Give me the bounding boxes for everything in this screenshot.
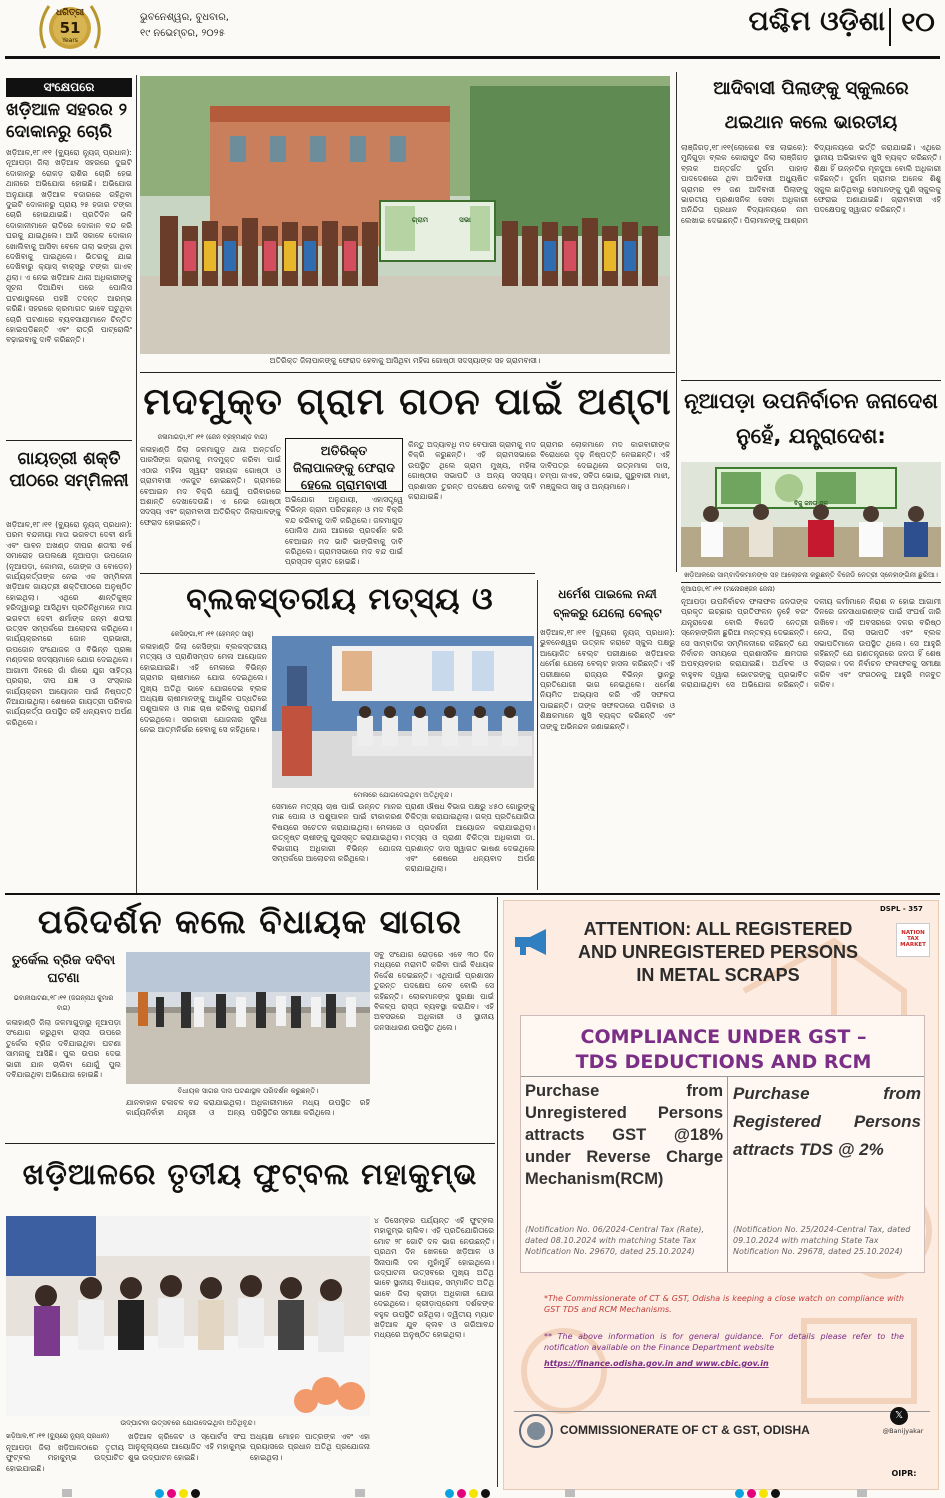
dateline-date: ୧୯ ନଭେମ୍ବର, ୨୦୨୫	[140, 28, 225, 39]
protest-photo	[140, 76, 670, 354]
top-story-body-1: କଳାହାଣ୍ଡି ଜିଲା ଜଳମାଗୁଡ଼ ଥାନା ଅନ୍ତର୍ଗତ ପାରସିଙ୍ଗ ଗ୍ରାମକୁ ମଦମୁକ୍ତ କରିବା ପାଇଁ ଏଠାର ମହିଳା ସ୍ୱୟଂ ସହାୟକ ଗୋଷ୍ଠୀ ଓ ଗ୍ରାମବାସୀ ଏକଜୁଟ ହୋଇଛନ୍ତି। ଗ୍ରାମରେ ବେଆଇନ ମଦ ବିକ୍ରି ଯୋଗୁଁ ପରିବାରରେ ଅଶାନ୍ତି ଦେଖାଦେଉଛି। ଏ ନେଇ ଗୋଷ୍ଠୀ ସଦସ୍ୟ ଏବଂ ଗ୍ରାମବାସୀ ଅତିରିକ୍ତ ଜିଲାପାଳଙ୍କୁ ଫେରାଦ ହୋଇଛନ୍ତି।	[140, 445, 281, 527]
football-dateline: ଖଡ଼ିଆଳ,୧୮।୧୧ (ବ୍ୟୁରୋ ନ୍ୟୁଜ୍ ପ୍ରଧାନ)	[6, 1432, 110, 1440]
football-headline: ଖଡ଼ିଆଳରେ ତୃତୀୟ ଫୁଟ୍‌ବଲ ମହାକୁମ୍ଭ	[22, 1157, 478, 1191]
mela-body-mid: ସେମାନେ ମତ୍ସ୍ୟ ଚାଷ ପାଇଁ ଉନ୍ନତ ମାନର ମାଛ ପୋନା ଓ ପଶୁପାଳନ ପାଇଁ ଟୀକାକରଣ ବିଷୟରେ ସଚେତନ କରାଯାଇଥିଲା। ମେଳାରେ ଉତ୍କୃଷ୍ଟ ଚାଷୀଙ୍କୁ ପୁରସ୍କୃତ କରାଯାଇଥିଲା। ବିଭାଗୀୟ ଅଧିକାରୀ ବିଭିନ୍ନ ଯୋଜନା ସମ୍ପର୍କରେ ଆଲୋଚନା କରିଥିଲେ।	[272, 802, 402, 864]
press-banner-text: ବିଜୁ ଜନତା ଦଳ	[794, 500, 828, 507]
registration-dot-yellow	[759, 1489, 768, 1498]
star-note: *The Commissionerate of CT & GST, Odisha is keeping a close watch on compliance with GST TDS and RCM Mechanisms.	[544, 1294, 904, 1314]
nation-tax-market-logo	[896, 923, 930, 957]
sagar-body-left: କଳାହାଣ୍ଡି ଜିଲା ଜଳମାଗୁଡ଼ାରୁ ନୂଆପଡ଼ା ସଂଯୋଗ କରୁଥିବା ରାସ୍ତା ଉପରେ ତୁର୍କେଲ ବ୍ରିଜ ଦବିଯାଇଥିବା ଘଟଣା ସାମନାକୁ ଆସିଛି। ପୁଲ ଉପର ଦେଇ ଭାରୀ ଯାନ ଚାଲିବା ଯୋଗୁଁ ପୁଲ ଦବିଯାଇଥିବା ଅଭିଯୋଗ ହୋଇଛି।	[6, 1018, 121, 1080]
registration-dot-magenta	[747, 1489, 756, 1498]
print-bar	[62, 1489, 72, 1497]
print-bar	[565, 1489, 575, 1497]
tds-heading: Purchase from Registered Persons attracts TDS @ 2%	[733, 1084, 921, 1159]
logo-text: ଧରିତ୍ରୀ	[55, 8, 85, 18]
logo-line-3: MARKET	[900, 942, 926, 948]
tds-notification: (Notification No. 25/2024-Central Tax, dated 09.10.2024 with matching State Tax Notification No. 29678, dated 25.10.2024)	[733, 1225, 911, 1256]
dateline	[140, 10, 320, 50]
guidance-note: ** The above information is for general guidance. For details please refer to the notification available on the Finance Department website	[544, 1332, 904, 1352]
brief-kicker: ସଂକ୍ଷେପରେ	[6, 78, 132, 97]
football-photo-image	[6, 1216, 370, 1416]
rcm-heading: Purchase from Unregistered Persons attracts GST @18% under Reverse Charge Mechanism(RCM)	[525, 1082, 723, 1188]
mela-photo-caption: ମେଳାରେ ଯୋଗଦେଇଥିବା ଅତିଥିବୃନ୍ଦ।	[353, 791, 453, 799]
brief2-title: ଗାୟତ୍ରୀ ଶକ୍ତି ପୀଠରେ ସମ୍ମିଳନୀ	[9, 449, 129, 491]
bell-body: ଖଡ଼ିଆଳ,୧୮।୧୧ (ବ୍ୟୁରୋ ନ୍ୟୁଜ୍ ପ୍ରଧାନ): ଭୁବନେଶ୍ୱର ଉତ୍କଳ କରାଟେ ସ୍କୁଲ ପକ୍ଷରୁ ଆୟୋଜିତ ବେଲ୍ଟ ପରୀକ୍ଷାରେ ଖଡ଼ିଆଳର ଧର୍ମେଶ ଯେଲୋ ବେଲ୍ଟ ହାସଲ କରିଛନ୍ତି। ଏହି ପରୀକ୍ଷାରେ ରାଜ୍ୟର ବିଭିନ୍ନ ସ୍ଥାନରୁ ପ୍ରତିଯୋଗୀ ଭାଗ ନେଇଥିଲେ। ଧର୍ମେଶ ନିୟମିତ ଅଭ୍ୟାସ କରି ଏହି ସଫଳତା ପାଇଛନ୍ତି। ତାଙ୍କ ସଫଳତାରେ ପରିବାର ଓ ଶିକ୍ଷକମାନେ ଖୁସି ବ୍ୟକ୍ତ କରିଛନ୍ତି ଏବଂ ତାଙ୍କୁ ଅଭିନନ୍ଦନ ଜଣାଇଛନ୍ତି।	[540, 628, 675, 731]
registration-dot-cyan	[445, 1489, 454, 1498]
football-body-b: ଖଡ଼ିଆଳ କ୍ରିକେଟ ଓ ସ୍ପୋର୍ଟସ ସଂଘ ଆନୁକୂଲ୍ୟରେ ଆୟୋଜିତ ଏହି ମହାକୁମ୍ଭ ଶୁଭ ଉଦ୍‌ଘାଟନ ହୋଇଛି।	[128, 1432, 246, 1462]
banner-right-text: ସଭା	[459, 216, 471, 224]
print-bar	[355, 1489, 365, 1497]
brief2-body: ଖଡ଼ିଆଳ,୧୮।୧୧ (ବ୍ୟୁରୋ ନ୍ୟୁଜ୍ ପ୍ରଧାନ): ପରମ ବନ୍ଦନୀୟା ମାତା ଭଗବତୀ ଦେବୀ ଶର୍ମା ଏବଂ ପାବନ ଅଖଣ୍ଡ ଦୀପର ଶତାବ୍ଦୀ ବର୍ଷ ସମାରୋହ ଉପଲକ୍ଷେ ନୂଆପଡ଼ା ଉପଜୋନ (ନୂଆପଡ଼ା, କୋମନା, ଜୋଙ୍କ ଓ ବୋଡ଼େନ) କାର୍ଯ୍ୟକର୍ତ୍ତାଙ୍କ ନେଇ ଏକ ସମ୍ମିଳନୀ ଖଡ଼ିଆଳ ଗାୟତ୍ରୀ ଶକ୍ତିପୀଠରେ ଅନୁଷ୍ଠିତ ହୋଇଥିଲା। ଏଥିରେ ଶାନ୍ତିକୁଞ୍ଜ ହରିଦ୍ୱାରରୁ ଆସିଥିବା ପ୍ରତିନିଧିମାନେ ମାତା ଭଗବତୀ ଦେବୀ ଶର୍ମାଙ୍କ ଜନ୍ମ ଶତାବ୍ଦୀ ଉତ୍ସବ ସମ୍ପର୍କରେ ଆଲୋଚନା କରିଥିଲେ। କାର୍ଯ୍ୟକ୍ରମରେ ଜୋନ ପ୍ରଭାରୀ, ଉପଜୋନ ସଂଯୋଜକ ଓ ବିଭିନ୍ନ ପ୍ରଜ୍ଞା ମଣ୍ଡଳର ସଦସ୍ୟମାନେ ଯୋଗ ଦେଇଥିଲେ। ଆଗାମୀ ଦିନରେ ଗାଁ ଗାଁରେ ଯୁଗ ସାହିତ୍ୟ ପ୍ରଚାର, ଦୀପ ଯଜ୍ଞ ଓ ସଂସ୍କାର କାର୍ଯ୍ୟକ୍ରମ ଆୟୋଜନ ପାଇଁ ନିଷ୍ପତ୍ତି ନିଆଯାଇଥିଲା। ଶେଷରେ ଗାୟତ୍ରୀ ପରିବାର କାର୍ଯ୍ୟକର୍ତ୍ତା ଉପସ୍ଥିତ ରହି ଧନ୍ୟବାଦ ଅର୍ପଣ କରିଥିଲେ।	[6, 520, 132, 727]
mela-photo-image	[272, 636, 534, 788]
odisha-seal-icon	[518, 1413, 554, 1449]
sagar-dateline: ଭବାନୀପାଟଣା,୧୮।୧୧ (ଜଗନ୍ନାଥ କୁମାର ବାଗ)	[13, 994, 114, 1012]
sagar-subhead: ତୁର୍କେଲ ବ୍ରିଜ ଦବିବା ଘଟଣା	[11, 953, 116, 986]
ad-footer: COMMISSIONERATE OF CT & GST, ODISHA	[560, 1423, 810, 1437]
school-body: ଲାଞ୍ଜିଗଡ଼,୧୮।୧୧(ଲୋକେଶ ବଞ୍ଚ ଲାଇକେ): ମୁନିଗୁଡ଼ା ବ୍ଲକ କୋରାପୁଟ ଜିଲା ଲାଞ୍ଜିଗଡ଼ ବ୍ଲକ ଅନ୍ତର୍ଗତ ଦୁର୍ଗମ ପାହାଡ଼ ପାଦଦେଶରେ ଥିବା ଆଦିବାସୀ ଅଧ୍ୟୁଷିତ ଗ୍ରାମର ୧୨ ଜଣ ଆଦିବାସୀ ପିଲାଙ୍କୁ ଭାରତୀୟ ପ୍ରଶାସନିକ ସେବା ଅଧିକାରୀ ଅନିନ୍ଦିତା ପ୍ରଧାନ ବିଦ୍ୟାଳୟରେ ନାମ ଲେଖାଇ ଦେଇଛନ୍ତି। ପିଲାମାନଙ୍କୁ ଆଶ୍ରମ ବିଦ୍ୟାଳୟରେ ଭର୍ତ୍ତି କରାଯାଇଛି। ଏଥିରେ ସ୍ଥାନୀୟ ଅଭିଭାବକ ଖୁସି ବ୍ୟକ୍ତ କରିଛନ୍ତି। ଶିକ୍ଷା ହିଁ ଉନ୍ନତିର ମୂଳଦୁଆ ବୋଲି ଅଧିକାରୀ କହିଛନ୍ତି। ଦୁର୍ଗମ ଗ୍ରାମର ଅନେକ ଶିଶୁ ସ୍କୁଲ ଛାଡ଼ିଥିବାରୁ ସେମାନଙ୍କୁ ପୁଣି ସ୍କୁଲକୁ ଫେରାଇ ଅଣାଯାଇଛି। ଗ୍ରାମବାସୀ ଏହି ପଦକ୍ଷେପକୁ ସ୍ୱାଗତ କରିଛନ୍ତି।	[681, 143, 941, 225]
protest-photo-image	[140, 76, 670, 354]
ad-code: DSPL - 357	[880, 905, 923, 913]
gst-advertisement	[503, 900, 939, 1490]
nuapada-headline: ନୂଆପଡ଼ା ଉପନିର୍ବାଚନ ଜନାଦେଶ ନୁହେଁ, ଯନ୍ତ୍ରାଦେଶ:	[684, 389, 938, 448]
banner-left-text: ଗ୍ରାମ	[411, 216, 429, 224]
registration-dot-yellow	[179, 1489, 188, 1498]
logo-badge	[35, 2, 105, 52]
top-story-body-4: ଗ୍ରାମର ଲୋକମାନେ ମଦ କାରବାରୀଙ୍କ ବିରୋଧରେ ଦୃଢ଼ ନିଷ୍ପତ୍ତି ନେଇଛନ୍ତି। ଏହି ଦାବିପତ୍ର ଦେଇଥିଲେ ରତ୍ନମାଳା ଦାସ, ଚମ୍ପା ନାଏକ, ସବିତା ଭୋଇ, ଗୁରୁବାରୀ ମାଝୀ, ମଞ୍ଜୁଲତା ସାହୁ ଓ ଅନ୍ୟମାନେ।	[540, 440, 670, 491]
registration-dot-black	[191, 1489, 200, 1498]
compliance-title-2: TDS DEDUCTIONS AND RCM	[575, 1051, 872, 1073]
masthead	[0, 0, 945, 56]
sagar-body-right: ସବୁ ସଂଯୋଗ ରୋଡ଼ରେ ଏବେ ୩୦ ଦିନ ମଧ୍ୟରେ ମରାମତି କରିବା ପାଇଁ ବିଧାୟକ ନିର୍ଦ୍ଦେଶ ଦେଇଛନ୍ତି। ଏଥିପାଇଁ ପ୍ରଶାସନ ତୁରନ୍ତ ପଦକ୍ଷେପ ନେବ ବୋଲି ସେ କହିଛନ୍ତି। ଲୋକମାନଙ୍କ ସୁରକ୍ଷା ପାଇଁ ବିକଳ୍ପ ରାସ୍ତା ବ୍ୟବସ୍ଥା କରାଯିବ। ଏହି ଅବସରରେ ଅଧିକାରୀ ଓ ସ୍ଥାନୀୟ ଜନସାଧାରଣ ଉପସ୍ଥିତ ଥିଲେ।	[374, 950, 494, 1032]
brief1-body: ଖଡ଼ିଆଳ,୧୮।୧୧ (ବ୍ୟୁରୋ ନ୍ୟୁଜ୍ ପ୍ରଧାନ): ନୂଆପଡ଼ା ଜିଲା ଖଡ଼ିଆଳ ସହରରେ ଦୁଇଟି ଦୋକାନରୁ ରୋକଡ଼ ରାଶିର ଚୋରି ହେଇ ଥାନାରେ ଅଭିଯୋଗ ହୋଇଛି। ଅଭିଯୋଗ ଅନୁଯାୟୀ ଖଡ଼ିଆଳ ବଜାରରେ ରହିଥିବା ଦୁଇଟି ଦୋକାନରୁ ପ୍ରାୟ ୨୫ ହଜାର ଟଙ୍କା ଚୋରି ହୋଇଯାଇଛି। ପ୍ରତିଦିନ ଭଳି ଦୋକାନୀମାନେ ରାତିରେ ଦୋକାନ ବନ୍ଦ କରି ଘରକୁ ଯାଇଥିଲେ। ଆଜି ସକାଳେ ଦୋକାନ ଖୋଲିବାକୁ ଆସିବା ବେଳେ ତାଲା ଭଙ୍ଗା ଥିବା ଦେଖିବାକୁ ପାଇଥିଲେ। ଭିତରକୁ ଯାଇ ଦେଖିବାରୁ କ୍ୟାସ୍ ବାକ୍ସରୁ ଟଙ୍କା ଗାଏବ୍ ଥିଲା। ଏ ନେଇ ଖଡ଼ିଆଳ ଥାନା ଅଧିକାରୀଙ୍କୁ ସୂଚନା ଦିଆଯିବା ପରେ ପୋଲିସ ଘଟଣାସ୍ଥଳରେ ପହଞ୍ଚି ତଦନ୍ତ ଆରମ୍ଭ କରିଛି। ସହରରେ କ୍ରମାଗତ ଭାବେ ଘଟୁଥିବା ଚୋରି ଘଟଣାରେ ବ୍ୟବସାୟୀମାନେ ଚିନ୍ତିତ ହୋଇପଡ଼ିଛନ୍ତି ଏବଂ ରାତ୍ରି ପାଟ୍ରୋଲିଂ ବଢ଼ାଇବାକୁ ଦାବି କରିଛନ୍ତି।	[6, 148, 132, 345]
registration-dot-black	[481, 1489, 490, 1498]
top-story-dateline: ଜଳାମାଗଡ଼ା,୧୮।୧୧ (ଜେନ ବ୍ରହ୍ମାଣ୍ଡ ବାଗ)	[157, 433, 268, 441]
mela-headline: ବ୍ଲକସ୍ତରୀୟ ମତ୍ସ୍ୟ ଓ	[186, 582, 494, 617]
logo-years-label: Years	[62, 37, 78, 44]
top-story-body-3: କିନ୍ତୁ ଅଦ୍ୟାବଧି ମଦ ବେପାରୀ ଗ୍ରାମକୁ ମଦ ବିକ୍ରି କରୁଛନ୍ତି। ଏହି ଗ୍ରାମସଭାରେ ଉପସ୍ଥିତ ଥିଲେ ଗ୍ରାମ ମୁଖ୍ୟ, ମହିଳା ଗୋଷ୍ଠୀର ସଭାପତି ଓ ଅନ୍ୟ ସଦସ୍ୟ। ପ୍ରଶାସନ ତୁରନ୍ତ ପଦକ୍ଷେପ ନେବାକୁ ଦାବି କରାଯାଇଛି।	[408, 440, 536, 502]
sagar-headline: ପରିଦର୍ଶନ କଲେ ବିଧାୟକ ସାଗର	[37, 902, 463, 941]
top-story-headline: ମଦମୁକ୍ତ ଗ୍ରାମ ଗଠନ ପାଇଁ ଅଣ୍ଟା	[143, 380, 672, 423]
football-photo	[6, 1216, 370, 1416]
compliance-box	[520, 1015, 925, 1273]
mela-body-left: କଳାହାଣ୍ଡି ଜିଲା କେସିଙ୍ଗା ବ୍ଲକସ୍ତରୀୟ ମତ୍ସ୍ୟ ଓ ପ୍ରାଣିସମ୍ପଦ ମେଳା ଆୟୋଜନ ହୋଇଯାଇଛି। ଏହି ମେଳାରେ ବିଭିନ୍ନ ଗ୍ରାମର ଚାଷୀମାନେ ଯୋଗ ଦେଇଥିଲେ। ମୁଖ୍ୟ ଅତିଥି ଭାବେ ଯୋଗଦେଇ ବ୍ଲକ ଅଧ୍ୟକ୍ଷ ଚାଷୀମାନଙ୍କୁ ଆଧୁନିକ ପଦ୍ଧତିରେ ପଶୁପାଳନ ଓ ମାଛ ଚାଷ କରିବାକୁ ପରାମର୍ଶ ଦେଇଥିଲେ। ସରକାରୀ ଯୋଜନାର ସୁବିଧା ନେଇ ଆତ୍ମନିର୍ଭର ହେବାକୁ ସେ କହିଥିଲେ।	[140, 642, 267, 735]
school-headline: ଆଦିବାସୀ ପିଲାଙ୍କୁ ସ୍କୁଲରେ ଥଇଥାନ କଲେ ଭାରତୀୟ	[713, 78, 909, 133]
bridge-photo	[126, 952, 370, 1084]
megaphone-icon	[512, 927, 552, 957]
website-links[interactable]: https://finance.odisha.gov.in and www.cbic.gov.in	[544, 1359, 769, 1368]
football-body-c: ଅଧ୍ୟକ୍ଷ ମୋହନ ପାତ୍ରଙ୍କ ଏବଂ ଏହା ପ୍ରୟାସରେ ପ୍ରଧାନ ଅତିଥି ପ୍ରଯୋଜନା ହୋଇଥିଲା।	[250, 1432, 370, 1462]
top-story-subhead	[285, 438, 403, 492]
registration-dot-cyan	[155, 1489, 164, 1498]
mela-body-right: ପ୍ରାଣୀ ଔଷଧ ବିଭାଗ ପକ୍ଷରୁ ୪୫୦ ଗୋରୁଙ୍କୁ ଚିକିତ୍ସା କରାଯାଇଥିଲା। ଗଳ୍ପ ପ୍ରତିଯୋଗିତା ଓ ପ୍ରଦର୍ଶନୀ ଆୟୋଜନ କରାଯାଇଥିଲା। ମତ୍ସ୍ୟ ଓ ପ୍ରାଣୀ ଚିକିତ୍ସା ଅଧିକାରୀ ଡା. ପ୍ରଶାନ୍ତ ଦାସ ସ୍ୱାଗତ ଭାଷଣ ଦେଇଥିଲେ ଏବଂ ଶେଷରେ ଧନ୍ୟବାଦ ଅର୍ପଣ କରାଯାଇଥିଲା।	[405, 802, 535, 874]
sagar-body-mid: ଯାନବାହାନ ଚଳାଚଳ ବନ୍ଦ କରାଯାଇଥିଲା। କାର୍ଯ୍ୟନିର୍ବାହୀ ଯନ୍ତ୍ରୀ ଓ ଅନ୍ୟ ଅଧିକାରୀମାନେ ମଧ୍ୟ ଉପସ୍ଥିତ ରହି ପରିସ୍ଥିତିର ସମୀକ୍ଷା କରିଥିଲେ।	[126, 1098, 370, 1118]
registration-dot-cyan	[735, 1489, 744, 1498]
section-title: ପଶ୍ଚିମ ଓଡ଼ିଶା	[748, 6, 885, 37]
logo-line-1: NATION	[901, 930, 925, 936]
bell-headline: ଧର୍ମେଶ ପାଇଲେ ନନ୍ଦୀ ବ୍ଳକରୁ ଯେଲୋ ବେଲ୍ଟ	[553, 587, 662, 620]
top-story-body-2: ଅଭିଯୋଗ ଅନୁଯାୟୀ, ଏହାସତ୍ତ୍ୱେ ବିଭିନ୍ନ ଗ୍ରାମ ପରିଚ୍ଛନ୍ନ ଓ ମଦ ବିକ୍ରି ବନ୍ଦ କରିବାକୁ ଦାବି କରିଥିଲେ। ଜଳମାଗୁଡ଼ ପୋଲିସ ଥାନା ଆଗରେ ପ୍ରଦର୍ଶନ କରି ବେଆଇନ ମଦ ଭାଟି ଭାଙ୍ଗିବାକୁ ଦାବି କରିଥିଲେ। ଗ୍ରାମସଭାରେ ମଦ ବନ୍ଦ ପାଇଁ ପ୍ରସ୍ତାବ ଗୃହୀତ ହୋଇଛି।	[285, 495, 403, 567]
mela-dateline: କେସିଙ୍ଗା,୧୮।୧୧ (ହେମନ୍ତ ସାହୁ)	[171, 630, 254, 638]
registration-dot-black	[771, 1489, 780, 1498]
compliance-title-1: COMPLIANCE UNDER GST –	[580, 1026, 867, 1048]
press-meet-photo-image	[681, 462, 941, 567]
ad-title-3: IN METAL SCRAPS	[636, 965, 800, 985]
print-bar	[857, 1489, 867, 1497]
rcm-notification: (Notification No. 06/2024-Central Tax (Rate), dated 08.10.2024 with matching State Tax Notification No. 29670, dated 25.10.2024)	[525, 1225, 704, 1256]
ad-title-2: AND UNREGISTERED PERSONS	[577, 942, 859, 962]
protest-photo-caption: ଅତିରିକ୍ତ ଜିଲାପାଳଙ୍କୁ ଫେରାଦ ହେବାକୁ ଆସିଥିବା ମହିଳା ଗୋଷ୍ଠୀ ସଦସ୍ୟାଙ୍କ ସହ ଗ୍ରାମବାସୀ।	[269, 356, 541, 365]
top-story-subhead-text: ଅତିରିକ୍ତ ଜିଲାପାଳଙ୍କୁ ଫେରାଦ ହେଲେ ଗ୍ରାମବାସୀ	[293, 443, 395, 492]
press-meet-photo	[681, 462, 941, 567]
bridge-photo-caption: ବିଧାୟକ ସାଗର ଦାସ ଘଟଣାସ୍ଥଳ ପରିଦର୍ଶନ କରୁଛନ୍ତି।	[177, 1087, 319, 1095]
brief1-title: ଖଡ଼ିଆଳ ସହରର ୨ ଦୋକାନରୁ ଚୋରି	[6, 100, 128, 142]
ad-title-1: ATTENTION: ALL REGISTERED	[583, 919, 853, 939]
logo-line-2: TAX	[907, 936, 919, 942]
logo-years: 51	[59, 19, 81, 37]
social-handle: @Banijyakar	[882, 1427, 924, 1435]
registration-dot-yellow	[469, 1489, 478, 1498]
registration-dot-magenta	[167, 1489, 176, 1498]
oipr-label: OIPR:	[891, 1469, 917, 1478]
x-social-icon[interactable]: 𝕏	[890, 1407, 908, 1425]
nuapada-body: ନୂଆପଡ଼ା ଉପନିର୍ବାଚନ ଫଳାଫଳ ଜନତାଙ୍କ ପ୍ରକୃତ ଇଚ୍ଛାର ପ୍ରତିଫଳନ ନୁହେଁ ବରଂ ଯନ୍ତ୍ରାଦେଶ ବୋଲି ବିଜେଡି ନେତ୍ରୀ ସ୍ନେହାଙ୍ଗିନୀ ଛୁରିଆ ମନ୍ତବ୍ୟ ଦେଇଛନ୍ତି। ସେ ସାମ୍ବାଦିକ ସମ୍ମିଳନୀରେ କହିଛନ୍ତି ଯେ ନିର୍ବାଚନ ସମୟରେ ପ୍ରଶାସନିକ କ୍ଷମତାର ଅପବ୍ୟବହାର କରାଯାଇଛି। ଅର୍ଥବଳ ଓ ବାହୁବଳ ଦ୍ୱାରା ଭୋଟରଙ୍କୁ ପ୍ରଭାବିତ କରାଯାଇଥିବା ସେ ଅଭିଯୋଗ କରିଛନ୍ତି। ଦଳୀୟ କର୍ମୀମାନେ ନିରାଶ ନ ହୋଇ ଆଗାମୀ ଦିନରେ ଜନସାଧାରଣଙ୍କ ପାଇଁ ସଂଘର୍ଷ ଜାରି ରଖିବେ। ଏହି ଅବସରରେ ଦଳର ବରିଷ୍ଠ ନେତା, ଜିଲା ସଭାପତି ଏବଂ ବ୍ଲକ ସଭାପତିମାନେ ଉପସ୍ଥିତ ଥିଲେ। ସେ ଆହୁରି କହିଛନ୍ତି ଯେ ଗଣତନ୍ତ୍ରରେ ଜନତା ହିଁ ଶେଷ ବିଚାରକ। ଦଳ ନିର୍ବାଚନ ଫଳାଫଳକୁ ସମୀକ୍ଷା କରିବ ଏବଂ ସଂଗଠନକୁ ଆହୁରି ମଜବୁତ କରିବ।	[681, 597, 941, 690]
mela-photo	[272, 636, 534, 788]
football-body-right: ୪ ଡିସେମ୍ବର ପର୍ଯ୍ୟନ୍ତ ଏହି ଫୁଟ୍‌ବଲ ମହାକୁମ୍ଭ ଚାଲିବ। ଏହି ପ୍ରତିଯୋଗିତାରେ ମୋଟ ୨୮ ଗୋଟି ଦଳ ଭାଗ ନେଉଛନ୍ତି। ପ୍ରଥମ ଦିନ ଖେଳରେ ଖଡ଼ିଆଳ ଓ ସିନାପାଲି ଦଳ ମୁହାଁମୁହିଁ ହୋଇଥିଲେ। ଉଦ୍‌ଘାଟନୀ ଉତ୍ସବରେ ମୁଖ୍ୟ ଅତିଥି ଭାବେ ସ୍ଥାନୀୟ ବିଧାୟକ, ସମ୍ମାନିତ ଅତିଥି ଭାବେ ଜିଲା କ୍ରୀଡ଼ା ଅଧିକାରୀ ଯୋଗ ଦେଇଥିଲେ। କ୍ରୀଡ଼ାପ୍ରେମୀ ଦର୍ଶକଙ୍କ ବହୁଳ ଉପସ୍ଥିତି ରହିଥିଲା। ଦ୍ୱିତୀୟ ମ୍ୟାଚ ଖଡ଼ିଆଳ ଯୁବ କ୍ଲବ ଓ ଗରିଆବନ୍ଦ ମଧ୍ୟରେ ଅନୁଷ୍ଠିତ ହୋଇଥିଲା।	[374, 1216, 494, 1340]
page-number: ୧୦	[901, 7, 935, 38]
nuapada-dateline: ନୂଆପଡ଼ା,୧୮।୧୧ (ମନୋରଞ୍ଜନ ଜେନା)	[681, 585, 775, 593]
registration-dot-magenta	[457, 1489, 466, 1498]
football-body-a: ନୂଆପଡ଼ା ଜିଲା ଖଡ଼ିଆଳଠାରେ ତୃତୀୟ ଫୁଟ୍‌ବଲ ମହାକୁମ୍ଭ ଉଦ୍‌ଘାଟିତ ହୋଇଯାଇଛି।	[6, 1443, 124, 1473]
bridge-photo-image	[126, 952, 370, 1084]
dateline-day: ଭୁବନେଶ୍ୱର, ବୁଧବାର,	[140, 12, 229, 23]
football-photo-caption: ଉଦ୍‌ଘାଟନୀ ଉତ୍ସବରେ ଯୋଗଦେଇଥିବା ଅତିଥିବୃନ୍ଦ।	[120, 1419, 256, 1427]
press-meet-caption: ଖଡ଼ିଆଳରେ ସାମ୍ବାଦିକମାନଙ୍କ ସହ ଆଲୋଚନା କରୁଛନ୍ତି ବିଜେଡି ନେତ୍ରୀ ସ୍ନେହାଙ୍ଗିନୀ ଛୁରିଆ।	[684, 571, 938, 579]
